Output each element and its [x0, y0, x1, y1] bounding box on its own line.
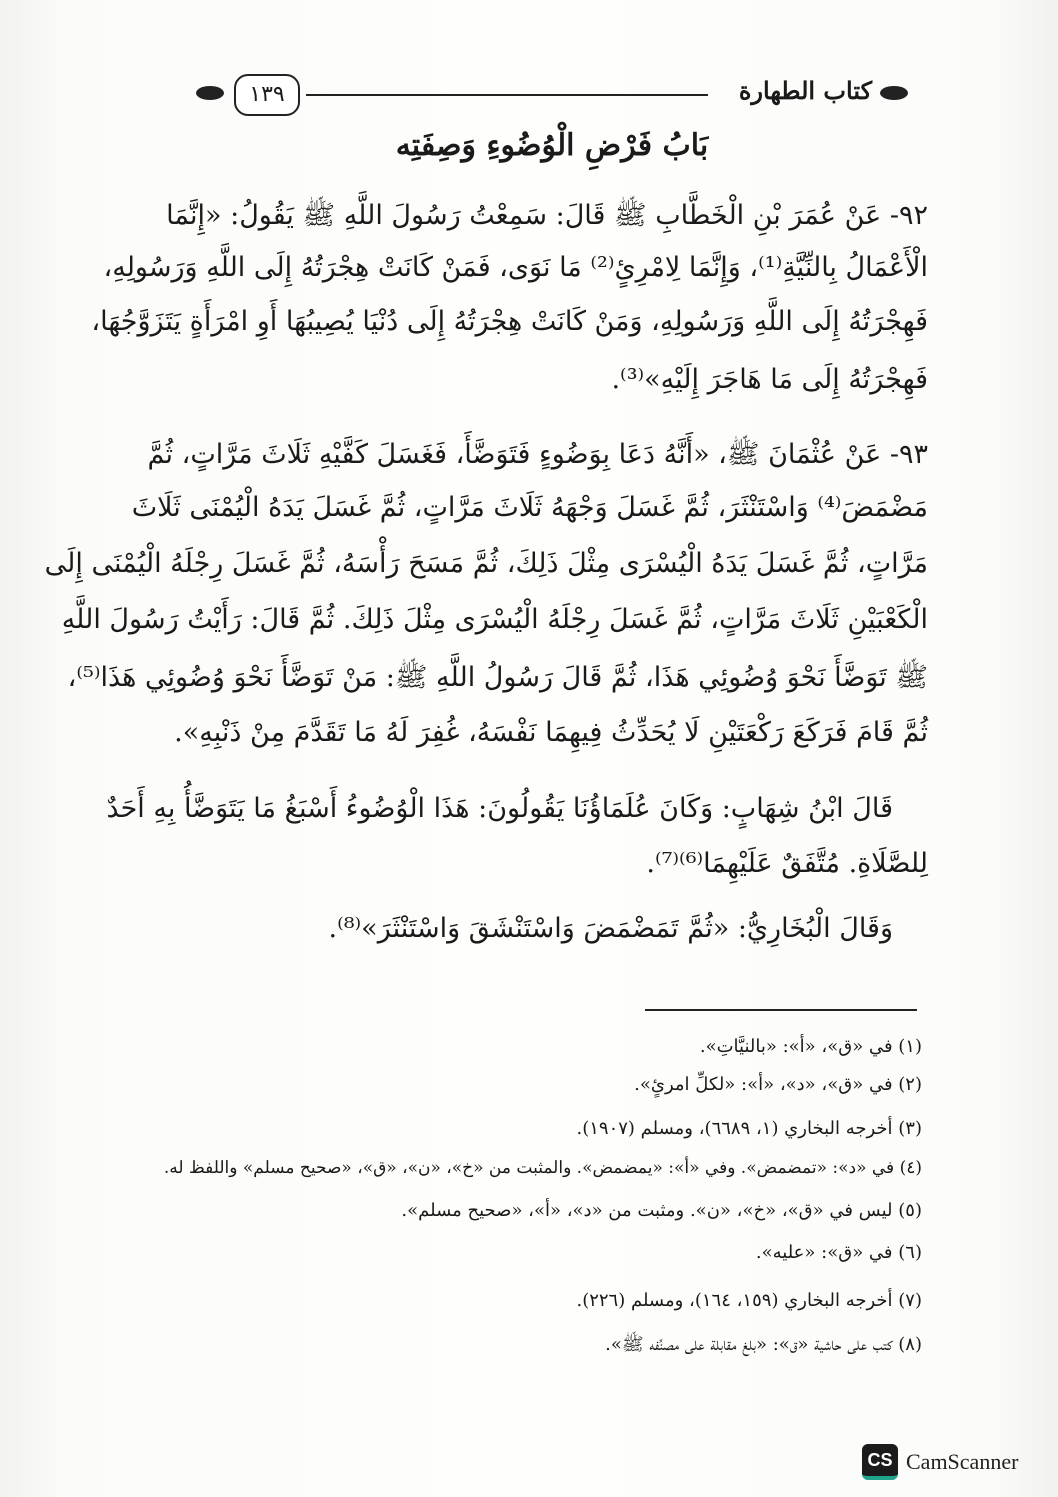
- page-number: ١٣٩: [234, 74, 300, 116]
- ornament-right-icon: [880, 86, 908, 100]
- body-line: مَضْمَضَ⁽⁴⁾ وَاسْتَنْثَرَ، ثُمَّ غَسَلَ وَجْهَهُ ثَلَاثَ مَرَّاتٍ، ثُمَّ غَسَلَ يَدَهُ الْيُمْنَى ثَلَاثَ: [131, 492, 928, 523]
- camscanner-logo-icon: CS: [862, 1444, 898, 1480]
- body-line: ٩٢- عَنْ عُمَرَ بْنِ الْخَطَّابِ ﷺ قَالَ: سَمِعْتُ رَسُولَ اللَّهِ ﷺ يَقُولُ: «إِنَّمَا: [166, 200, 928, 231]
- running-title: كتاب الطهارة: [738, 76, 872, 105]
- footnote-rule: [645, 1009, 917, 1011]
- body-line: فَهِجْرَتُهُ إِلَى مَا هَاجَرَ إِلَيْهِ»⁽³⁾.: [611, 364, 928, 395]
- body-line: ثُمَّ قَامَ فَرَكَعَ رَكْعَتَيْنِ لَا يُحَدِّثُ فِيهِمَا نَفْسَهُ، غُفِرَ لَهُ مَا تَقَدَّمَ مِنْ ذَنْبِهِ».: [174, 717, 928, 748]
- header-rule: [306, 94, 708, 96]
- body-line: ﷺ تَوَضَّأَ نَحْوَ وُضُوئِي هَذَا، ثُمَّ قَالَ رَسُولُ اللَّهِ ﷺ: مَنْ تَوَضَّأَ نَحْوَ وُضُوئِي هَذَا⁽⁵⁾،: [67, 662, 928, 693]
- footnote: (٤) في «د»: «تمضمض». وفي «أ»: «يمضمض». والمثبت من «خ»، «ن»، «ق»، «صحيح مسلم» واللفظ له.: [163, 1158, 922, 1178]
- camscanner-watermark: [862, 1444, 1018, 1480]
- body-line: الْكَعْبَيْنِ ثَلَاثَ مَرَّاتٍ، ثُمَّ غَسَلَ رِجْلَهُ الْيُسْرَى مِثْلَ ذَلِكَ. ثُمَّ قَالَ: رَأَيْتُ رَسُولَ اللَّهِ: [61, 604, 928, 635]
- body-line: لِلصَّلَاةِ. مُتَّفَقٌ عَلَيْهِمَا⁽⁶⁾⁽⁷⁾.: [646, 848, 928, 879]
- footnote: (١) في «ق»، «أ»: «بالنيَّاتِ».: [699, 1036, 922, 1057]
- page-header: [196, 74, 908, 114]
- body-line: قَالَ ابْنُ شِهَابٍ: وَكَانَ عُلَمَاؤُنَا يَقُولُونَ: هَذَا الْوُضُوءُ أَسْبَغُ مَا يَتَوَضَّأُ بِهِ أَحَدٌ: [106, 793, 893, 824]
- footnote: (٢) في «ق»، «د»، «أ»: «لكلِّ امرئٍ».: [634, 1074, 922, 1095]
- ornament-left-icon: [196, 86, 224, 100]
- body-line: الْأَعْمَالُ بِالنِّيَّةِ⁽¹⁾، وَإِنَّمَا لِامْرِئٍ⁽²⁾ مَا نَوَى، فَمَنْ كَانَتْ هِجْرَتُهُ إِلَى اللَّهِ وَرَسُولِهِ،: [103, 252, 928, 283]
- body-line: وَقَالَ الْبُخَارِيُّ: «ثُمَّ تَمَضْمَضَ وَاسْتَنْشَقَ وَاسْتَنْثَرَ»⁽⁸⁾.: [328, 913, 893, 944]
- footnote: (٨) كتب على حاشية «ق»: «بلغ مقابلة على مصنِّفه ﷺ».: [605, 1334, 922, 1355]
- camscanner-name: CamScanner: [906, 1449, 1019, 1474]
- footnote: (٣) أخرجه البخاري (١، ٦٦٨٩)، ومسلم (١٩٠٧).: [576, 1118, 922, 1139]
- footnote: (٦) في «ق»: «عليه».: [755, 1242, 922, 1263]
- body-line: فَهِجْرَتُهُ إِلَى اللَّهِ وَرَسُولِهِ، وَمَنْ كَانَتْ هِجْرَتُهُ إِلَى دُنْيَا يُصِيبُهَا أَوِ امْرَأَةٍ يَتَزَوَّجُهَا،: [91, 306, 928, 337]
- body-line: مَرَّاتٍ، ثُمَّ غَسَلَ يَدَهُ الْيُسْرَى مِثْلَ ذَلِكَ، ثُمَّ مَسَحَ رَأْسَهُ، ثُمَّ غَسَلَ رِجْلَهُ الْيُمْنَى إِلَى: [44, 548, 928, 579]
- footnote: (٥) ليس في «ق»، «خ»، «ن». ومثبت من «د»، «أ»، «صحيح مسلم».: [401, 1200, 922, 1221]
- body-line: ٩٣- عَنْ عُثْمَانَ ﷺ، «أَنَّهُ دَعَا بِوَضُوءٍ فَتَوَضَّأَ، فَغَسَلَ كَفَّيْهِ ثَلَاثَ مَرَّاتٍ، ثُمَّ: [147, 439, 928, 470]
- chapter-title: بَابُ فَرْضِ الْوُضُوءِ وَصِفَتِه: [395, 128, 709, 163]
- footnote: (٧) أخرجه البخاري (١٥٩، ١٦٤)، ومسلم (٢٢٦).: [576, 1290, 922, 1311]
